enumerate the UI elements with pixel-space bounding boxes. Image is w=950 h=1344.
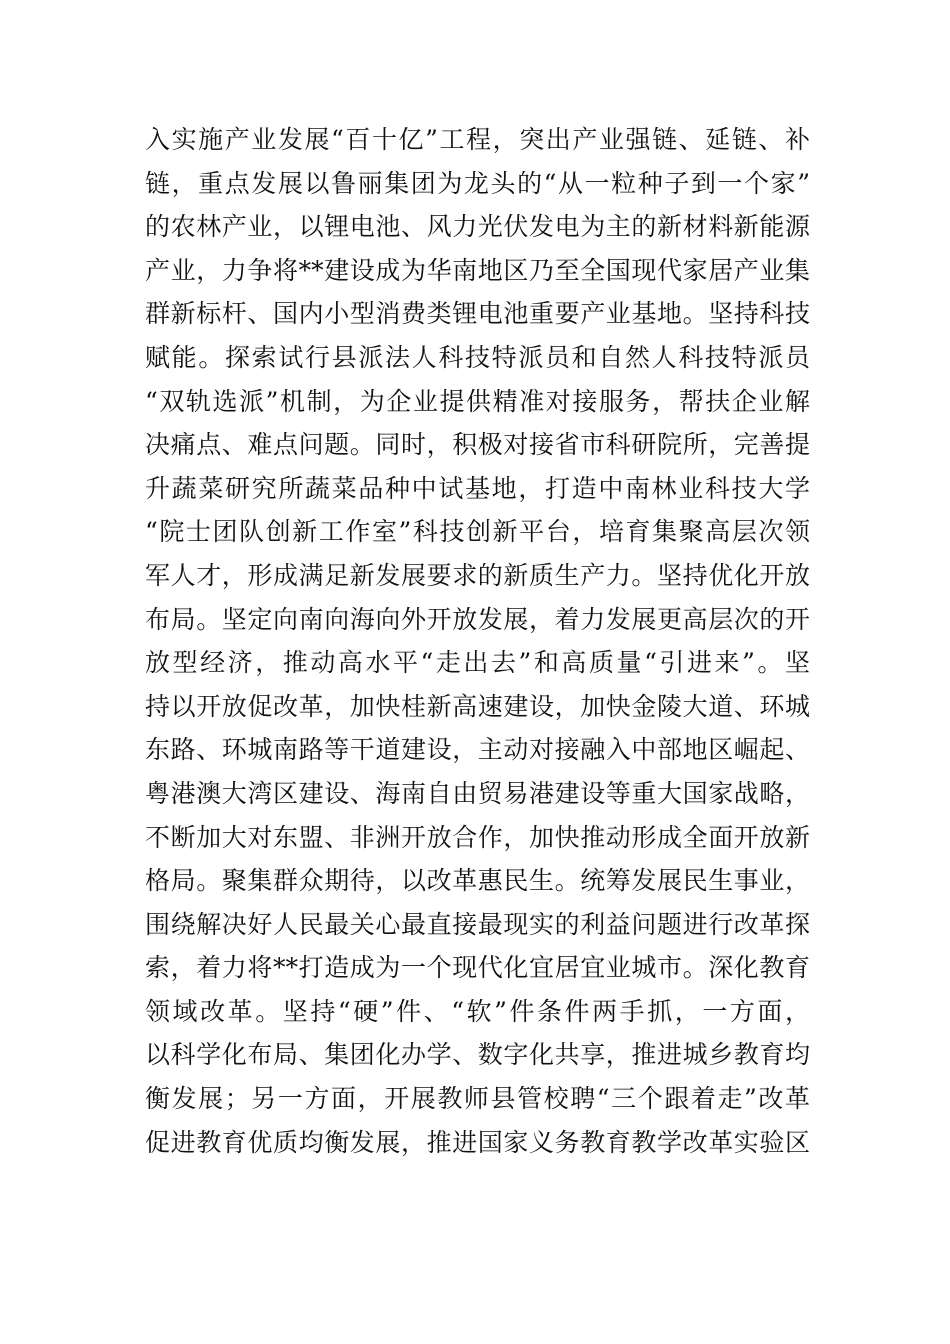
text-line: 领域改革。坚持“硬”件、“软”件条件两手抓，一方面， — [145, 996, 810, 1026]
text-line: 东路、环城南路等干道建设，主动对接融入中部地区崛起、 — [145, 735, 810, 765]
text-line: 放型经济，推动高水平“走出去”和高质量“引进来”。坚 — [145, 648, 810, 678]
text-line: 以科学化布局、集团化办学、数字化共享，推进城乡教育均 — [145, 1040, 810, 1070]
text-line: 群新标杆、国内小型消费类锂电池重要产业基地。坚持科技 — [145, 299, 810, 329]
text-line: 的农林产业，以锂电池、风力光伏发电为主的新材料新能源 — [145, 212, 810, 242]
text-line: 持以开放促改革，加快桂新高速建设，加快金陵大道、环城 — [145, 691, 810, 721]
text-line: 布局。坚定向南向海向外开放发展，着力发展更高层次的开 — [145, 604, 810, 634]
text-line: 产业，力争将**建设成为华南地区乃至全国现代家居产业集 — [145, 255, 810, 285]
text-line: 链，重点发展以鲁丽集团为龙头的“从一粒种子到一个家” — [145, 168, 810, 198]
body-text — [145, 118, 810, 1164]
text-line: “院士团队创新工作室”科技创新平台，培育集聚高层次领 — [145, 517, 810, 547]
text-line: 军人才，形成满足新发展要求的新质生产力。坚持优化开放 — [145, 560, 810, 590]
text-line: 入实施产业发展“百十亿”工程，突出产业强链、延链、补 — [145, 125, 810, 154]
text-line: “双轨选派”机制，为企业提供精准对接服务，帮扶企业解 — [145, 386, 810, 416]
text-line: 决痛点、难点问题。同时，积极对接省市科研院所，完善提 — [145, 430, 810, 460]
text-line: 围绕解决好人民最关心最直接最现实的利益问题进行改革探 — [145, 909, 810, 939]
text-line: 促进教育优质均衡发展，推进国家义务教育教学改革实验区 — [145, 1127, 810, 1157]
text-line: 衡发展；另一方面，开展教师县管校聘“三个跟着走”改革 — [145, 1084, 810, 1114]
text-line: 格局。聚集群众期待，以改革惠民生。统筹发展民生事业， — [145, 866, 810, 896]
text-line: 不断加大对东盟、非洲开放合作，加快推动形成全面开放新 — [145, 822, 810, 852]
text-line: 赋能。探索试行县派法人科技特派员和自然人科技特派员 — [145, 342, 810, 372]
text-line: 升蔬菜研究所蔬菜品种中试基地，打造中南林业科技大学 — [145, 473, 810, 503]
text-line: 粤港澳大湾区建设、海南自由贸易港建设等重大国家战略， — [145, 778, 810, 808]
text-line: 索，着力将**打造成为一个现代化宜居宜业城市。深化教育 — [145, 953, 810, 983]
